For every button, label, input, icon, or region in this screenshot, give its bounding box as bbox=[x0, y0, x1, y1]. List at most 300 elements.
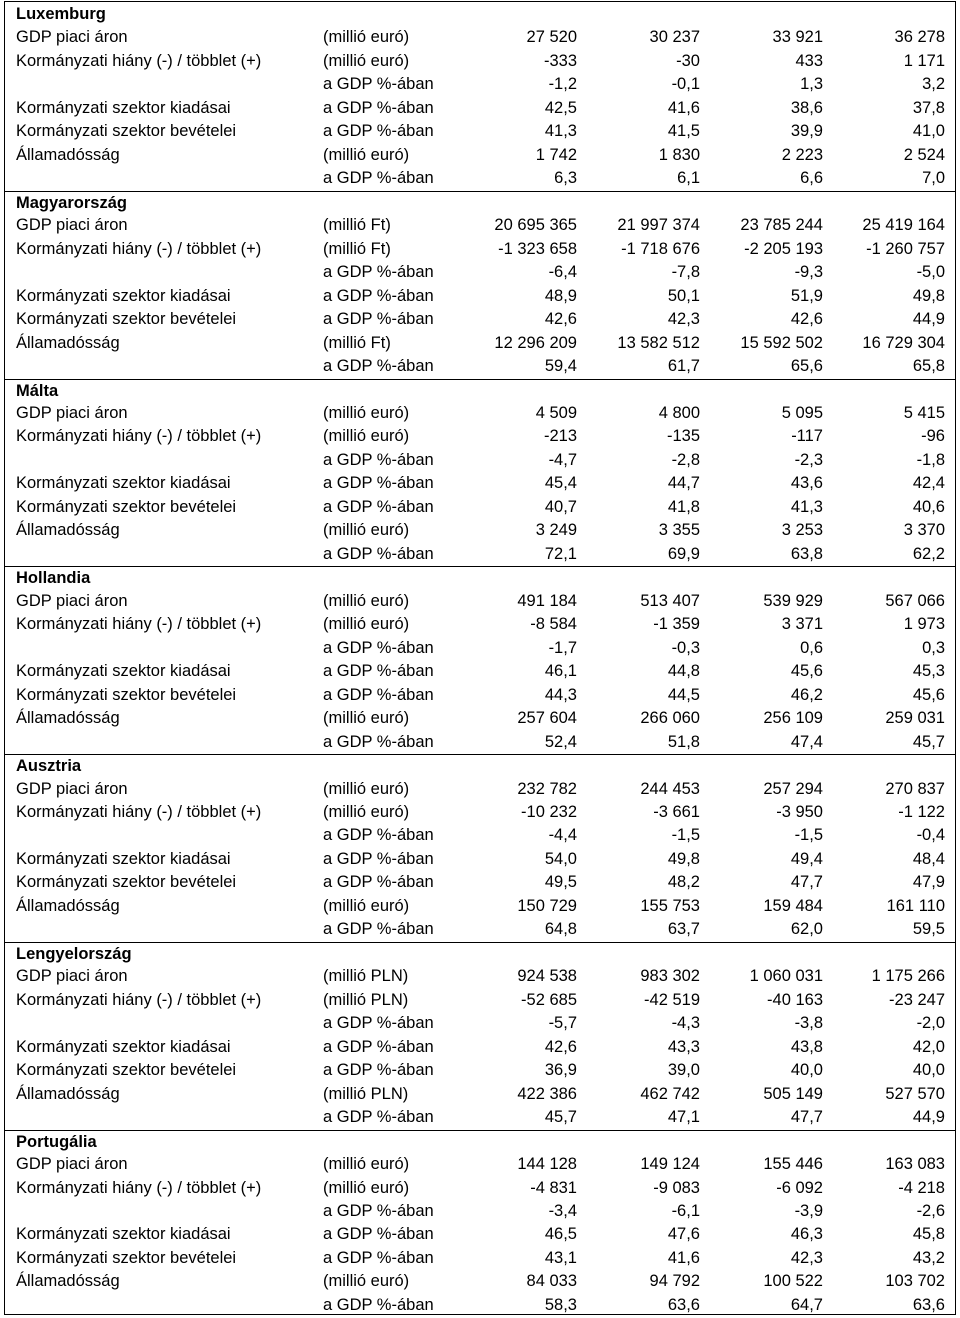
value-cell: 13 582 512 bbox=[617, 333, 700, 352]
value-cell: 1 973 bbox=[903, 615, 945, 634]
value-cell: 49,4 bbox=[790, 849, 823, 868]
row-unit: a GDP %-ában bbox=[323, 98, 434, 117]
value-cell: 46,3 bbox=[790, 1225, 823, 1244]
value-cell: 103 702 bbox=[885, 1272, 945, 1291]
row-label: Kormányzati szektor bevételei bbox=[16, 1248, 237, 1267]
value-cell: -8 584 bbox=[530, 615, 577, 634]
value-cell: -3 950 bbox=[776, 802, 823, 821]
value-cell: -2,8 bbox=[671, 450, 700, 469]
value-cell: 256 109 bbox=[763, 709, 823, 728]
row-unit: a GDP %-ában bbox=[323, 1225, 434, 1244]
table-row bbox=[5, 1223, 955, 1246]
value-cell: -4 218 bbox=[898, 1178, 945, 1197]
value-cell: -2,6 bbox=[916, 1201, 945, 1220]
value-cell: 15 592 502 bbox=[740, 333, 823, 352]
table-row bbox=[5, 402, 955, 425]
value-cell: 0,3 bbox=[922, 638, 945, 657]
value-cell: 41,0 bbox=[912, 122, 945, 141]
value-cell: 539 929 bbox=[763, 591, 823, 610]
value-cell: 155 446 bbox=[763, 1155, 823, 1174]
table-row bbox=[5, 871, 955, 894]
value-cell: 63,7 bbox=[667, 920, 700, 939]
row-label: GDP piaci áron bbox=[16, 591, 128, 610]
value-cell: 0,6 bbox=[800, 638, 823, 657]
value-cell: 65,8 bbox=[912, 357, 945, 376]
section-header bbox=[5, 191, 955, 215]
value-cell: 2 223 bbox=[781, 145, 823, 164]
table-row bbox=[5, 214, 955, 237]
table-row bbox=[5, 1059, 955, 1082]
value-cell: 45,6 bbox=[790, 662, 823, 681]
value-cell: 36 278 bbox=[894, 28, 945, 47]
value-cell: -6,1 bbox=[671, 1201, 700, 1220]
row-unit: (millió euró) bbox=[323, 1272, 410, 1291]
value-cell: -42 519 bbox=[644, 990, 700, 1009]
value-cell: 44,3 bbox=[544, 685, 577, 704]
value-cell: 64,7 bbox=[790, 1295, 823, 1314]
value-cell: 37,8 bbox=[912, 98, 945, 117]
value-cell: -7,8 bbox=[671, 263, 700, 282]
row-label: Államadósság bbox=[16, 333, 120, 352]
row-unit: (millió PLN) bbox=[323, 1084, 409, 1103]
value-cell: 5 095 bbox=[781, 403, 823, 422]
value-cell: 46,5 bbox=[544, 1225, 577, 1244]
row-unit: a GDP %-ában bbox=[323, 1201, 434, 1220]
value-cell: 45,3 bbox=[912, 662, 945, 681]
value-cell: 49,8 bbox=[667, 849, 700, 868]
table-row bbox=[5, 1036, 955, 1059]
value-cell: 40,0 bbox=[912, 1061, 945, 1080]
value-cell: 1 175 266 bbox=[871, 967, 945, 986]
row-unit: a GDP %-ában bbox=[323, 826, 434, 845]
value-cell: 63,8 bbox=[790, 544, 823, 563]
value-cell: -1,5 bbox=[794, 826, 823, 845]
value-cell: -1,7 bbox=[548, 638, 577, 657]
value-cell: -4,7 bbox=[548, 450, 577, 469]
value-cell: 144 128 bbox=[517, 1155, 577, 1174]
value-cell: 39,9 bbox=[790, 122, 823, 141]
row-label: GDP piaci áron bbox=[16, 28, 128, 47]
row-unit: a GDP %-ában bbox=[323, 1248, 434, 1267]
value-cell: 27 520 bbox=[526, 28, 577, 47]
value-cell: 59,4 bbox=[544, 357, 577, 376]
value-cell: 51,8 bbox=[667, 732, 700, 751]
section-title: Ausztria bbox=[16, 757, 82, 776]
data-table bbox=[4, 1, 956, 1315]
value-cell: 58,3 bbox=[544, 1295, 577, 1314]
row-unit: a GDP %-ában bbox=[323, 732, 434, 751]
value-cell: 259 031 bbox=[885, 709, 945, 728]
row-label: Kormányzati szektor kiadásai bbox=[16, 98, 231, 117]
value-cell: 42,3 bbox=[667, 310, 700, 329]
value-cell: 43,2 bbox=[912, 1248, 945, 1267]
value-cell: 462 742 bbox=[640, 1084, 700, 1103]
table-row bbox=[5, 261, 955, 284]
row-label: GDP piaci áron bbox=[16, 779, 128, 798]
row-unit: (millió euró) bbox=[323, 145, 410, 164]
value-cell: -0,1 bbox=[671, 75, 700, 94]
value-cell: 40,0 bbox=[790, 1061, 823, 1080]
value-cell: 42,6 bbox=[544, 310, 577, 329]
row-label: Kormányzati szektor kiadásai bbox=[16, 1225, 231, 1244]
value-cell: 100 522 bbox=[763, 1272, 823, 1291]
table-row bbox=[5, 778, 955, 801]
value-cell: 266 060 bbox=[640, 709, 700, 728]
value-cell: 1,3 bbox=[800, 75, 823, 94]
table-row bbox=[5, 120, 955, 143]
value-cell: 62,0 bbox=[790, 920, 823, 939]
table-row bbox=[5, 73, 955, 96]
value-cell: 257 294 bbox=[763, 779, 823, 798]
value-cell: -4 831 bbox=[530, 1178, 577, 1197]
table-row bbox=[5, 590, 955, 613]
value-cell: 43,1 bbox=[544, 1248, 577, 1267]
value-cell: -40 163 bbox=[767, 990, 823, 1009]
value-cell: -0,3 bbox=[671, 638, 700, 657]
value-cell: 41,3 bbox=[790, 497, 823, 516]
value-cell: -3 661 bbox=[653, 802, 700, 821]
row-label: Kormányzati hiány (-) / többlet (+) bbox=[16, 427, 262, 446]
table-row bbox=[5, 918, 955, 941]
value-cell: 41,6 bbox=[667, 98, 700, 117]
row-label: Kormányzati szektor kiadásai bbox=[16, 849, 231, 868]
table-row bbox=[5, 801, 955, 824]
value-cell: 54,0 bbox=[544, 849, 577, 868]
value-cell: 924 538 bbox=[517, 967, 577, 986]
row-unit: a GDP %-ában bbox=[323, 1061, 434, 1080]
table-row bbox=[5, 425, 955, 448]
value-cell: -1 260 757 bbox=[866, 239, 945, 258]
value-cell: 45,4 bbox=[544, 474, 577, 493]
section-header bbox=[5, 754, 955, 778]
table-row bbox=[5, 660, 955, 683]
row-label: Államadósság bbox=[16, 145, 120, 164]
table-row bbox=[5, 613, 955, 636]
value-cell: -6,4 bbox=[548, 263, 577, 282]
value-cell: 49,5 bbox=[544, 873, 577, 892]
value-cell: -1,8 bbox=[916, 450, 945, 469]
value-cell: 1 830 bbox=[658, 145, 700, 164]
value-cell: 43,8 bbox=[790, 1037, 823, 1056]
value-cell: -1,2 bbox=[548, 75, 577, 94]
value-cell: 61,7 bbox=[667, 357, 700, 376]
row-unit: a GDP %-ában bbox=[323, 1295, 434, 1314]
value-cell: 59,5 bbox=[912, 920, 945, 939]
row-label: Kormányzati szektor bevételei bbox=[16, 497, 237, 516]
row-unit: a GDP %-ában bbox=[323, 310, 434, 329]
row-unit: a GDP %-ában bbox=[323, 638, 434, 657]
value-cell: 422 386 bbox=[517, 1084, 577, 1103]
value-cell: -6 092 bbox=[776, 1178, 823, 1197]
table-row bbox=[5, 1200, 955, 1223]
value-cell: 161 110 bbox=[886, 896, 945, 915]
value-cell: 3 370 bbox=[903, 521, 945, 540]
section-header bbox=[5, 379, 955, 403]
table-row bbox=[5, 637, 955, 660]
table-row bbox=[5, 97, 955, 120]
value-cell: 48,4 bbox=[912, 849, 945, 868]
value-cell: 44,7 bbox=[667, 474, 700, 493]
value-cell: 513 407 bbox=[640, 591, 700, 610]
value-cell: -1 122 bbox=[898, 802, 945, 821]
value-cell: 42,5 bbox=[544, 98, 577, 117]
row-label: GDP piaci áron bbox=[16, 403, 128, 422]
row-unit: (millió Ft) bbox=[323, 333, 391, 352]
value-cell: -10 232 bbox=[521, 802, 577, 821]
value-cell: 4 800 bbox=[658, 403, 700, 422]
value-cell: 12 296 209 bbox=[494, 333, 577, 352]
row-label: Kormányzati hiány (-) / többlet (+) bbox=[16, 51, 262, 70]
value-cell: 33 921 bbox=[772, 28, 823, 47]
row-label: Kormányzati szektor kiadásai bbox=[16, 1037, 231, 1056]
value-cell: 44,8 bbox=[667, 662, 700, 681]
table-row bbox=[5, 26, 955, 49]
value-cell: 257 604 bbox=[517, 709, 577, 728]
value-cell: 41,3 bbox=[544, 122, 577, 141]
row-unit: a GDP %-ában bbox=[323, 357, 434, 376]
value-cell: 527 570 bbox=[885, 1084, 945, 1103]
value-cell: 23 785 244 bbox=[740, 216, 823, 235]
value-cell: -3,4 bbox=[548, 1201, 577, 1220]
value-cell: 232 782 bbox=[517, 779, 577, 798]
section-header bbox=[5, 3, 955, 26]
row-unit: (millió euró) bbox=[323, 591, 410, 610]
table-row bbox=[5, 238, 955, 261]
table-row bbox=[5, 496, 955, 519]
row-unit: a GDP %-ában bbox=[323, 873, 434, 892]
table-row bbox=[5, 1153, 955, 1176]
value-cell: 51,9 bbox=[790, 286, 823, 305]
table-row bbox=[5, 989, 955, 1012]
value-cell: 150 729 bbox=[517, 896, 577, 915]
value-cell: -1 323 658 bbox=[498, 239, 577, 258]
value-cell: 42,6 bbox=[544, 1037, 577, 1056]
row-label: Kormányzati hiány (-) / többlet (+) bbox=[16, 990, 262, 1009]
value-cell: 49,8 bbox=[912, 286, 945, 305]
value-cell: 1 060 031 bbox=[749, 967, 823, 986]
table-row bbox=[5, 543, 955, 566]
table-row bbox=[5, 707, 955, 730]
section-title: Magyarország bbox=[16, 193, 127, 212]
value-cell: 3,2 bbox=[922, 75, 945, 94]
value-cell: -1,5 bbox=[671, 826, 700, 845]
row-label: Kormányzati szektor bevételei bbox=[16, 310, 237, 329]
value-cell: 46,2 bbox=[790, 685, 823, 704]
row-unit: (millió euró) bbox=[323, 51, 410, 70]
row-unit: (millió PLN) bbox=[323, 967, 409, 986]
row-label: Kormányzati hiány (-) / többlet (+) bbox=[16, 802, 262, 821]
row-unit: a GDP %-ában bbox=[323, 1037, 434, 1056]
table-row bbox=[5, 144, 955, 167]
value-cell: 94 792 bbox=[649, 1272, 700, 1291]
table-row bbox=[5, 895, 955, 918]
value-cell: 3 249 bbox=[535, 521, 577, 540]
table-row bbox=[5, 731, 955, 754]
value-cell: 21 997 374 bbox=[617, 216, 700, 235]
value-cell: 2 524 bbox=[903, 145, 945, 164]
value-cell: -5,7 bbox=[548, 1014, 577, 1033]
value-cell: 41,5 bbox=[667, 122, 700, 141]
value-cell: 47,7 bbox=[790, 873, 823, 892]
value-cell: -2,0 bbox=[916, 1014, 945, 1033]
value-cell: 567 066 bbox=[885, 591, 945, 610]
value-cell: 42,3 bbox=[790, 1248, 823, 1267]
row-label: Kormányzati szektor bevételei bbox=[16, 1061, 237, 1080]
section-title: Luxemburg bbox=[16, 5, 106, 23]
value-cell: -117 bbox=[791, 427, 823, 446]
value-cell: 6,1 bbox=[677, 169, 700, 188]
table-row bbox=[5, 1294, 955, 1317]
value-cell: 84 033 bbox=[526, 1272, 577, 1291]
table-row bbox=[5, 355, 955, 378]
row-unit: a GDP %-ában bbox=[323, 122, 434, 141]
value-cell: 43,6 bbox=[790, 474, 823, 493]
value-cell: 40,6 bbox=[912, 497, 945, 516]
table-row bbox=[5, 472, 955, 495]
row-unit: a GDP %-ában bbox=[323, 544, 434, 563]
row-unit: (millió euró) bbox=[323, 427, 410, 446]
value-cell: 43,3 bbox=[667, 1037, 700, 1056]
value-cell: -9,3 bbox=[794, 263, 823, 282]
value-cell: 149 124 bbox=[640, 1155, 700, 1174]
value-cell: 48,9 bbox=[544, 286, 577, 305]
value-cell: 52,4 bbox=[544, 732, 577, 751]
value-cell: 45,7 bbox=[912, 732, 945, 751]
value-cell: -333 bbox=[543, 51, 577, 70]
row-label: Államadósság bbox=[16, 521, 120, 540]
value-cell: 433 bbox=[795, 51, 823, 70]
row-label: Államadósság bbox=[16, 1084, 120, 1103]
value-cell: -3,9 bbox=[794, 1201, 823, 1220]
value-cell: 62,2 bbox=[912, 544, 945, 563]
table-row bbox=[5, 167, 955, 190]
value-cell: -4,3 bbox=[671, 1014, 700, 1033]
table-row bbox=[5, 1083, 955, 1106]
row-unit: a GDP %-ában bbox=[323, 263, 434, 282]
value-cell: 491 184 bbox=[517, 591, 577, 610]
value-cell: 44,9 bbox=[912, 1108, 945, 1127]
table-row bbox=[5, 1247, 955, 1270]
value-cell: 163 083 bbox=[885, 1155, 945, 1174]
row-unit: (millió PLN) bbox=[323, 990, 409, 1009]
value-cell: 41,8 bbox=[667, 497, 700, 516]
value-cell: 3 355 bbox=[658, 521, 700, 540]
table-row bbox=[5, 332, 955, 355]
value-cell: 50,1 bbox=[667, 286, 700, 305]
value-cell: 47,4 bbox=[790, 732, 823, 751]
value-cell: -1 359 bbox=[653, 615, 700, 634]
row-unit: (millió euró) bbox=[323, 403, 410, 422]
row-label: Kormányzati szektor bevételei bbox=[16, 122, 237, 141]
table-row bbox=[5, 1177, 955, 1200]
value-cell: 48,2 bbox=[667, 873, 700, 892]
value-cell: 47,7 bbox=[790, 1108, 823, 1127]
value-cell: -1 718 676 bbox=[621, 239, 700, 258]
value-cell: -3,8 bbox=[794, 1014, 823, 1033]
value-cell: 42,6 bbox=[790, 310, 823, 329]
value-cell: 505 149 bbox=[763, 1084, 823, 1103]
value-cell: 38,6 bbox=[790, 98, 823, 117]
value-cell: 63,6 bbox=[912, 1295, 945, 1314]
value-cell: 7,0 bbox=[922, 169, 945, 188]
row-unit: a GDP %-ában bbox=[323, 169, 434, 188]
value-cell: 3 371 bbox=[781, 615, 823, 634]
value-cell: -52 685 bbox=[521, 990, 577, 1009]
row-unit: (millió euró) bbox=[323, 896, 410, 915]
value-cell: 44,9 bbox=[912, 310, 945, 329]
row-label: GDP piaci áron bbox=[16, 1155, 128, 1174]
value-cell: 20 695 365 bbox=[494, 216, 577, 235]
value-cell: 30 237 bbox=[649, 28, 700, 47]
value-cell: 45,7 bbox=[544, 1108, 577, 1127]
table-row bbox=[5, 965, 955, 988]
section-title: Lengyelország bbox=[16, 944, 132, 963]
value-cell: -2 205 193 bbox=[744, 239, 823, 258]
value-cell: -4,4 bbox=[548, 826, 577, 845]
value-cell: 1 171 bbox=[903, 51, 945, 70]
value-cell: -2,3 bbox=[794, 450, 823, 469]
value-cell: -0,4 bbox=[916, 826, 945, 845]
row-unit: a GDP %-ában bbox=[323, 920, 434, 939]
table-row bbox=[5, 308, 955, 331]
value-cell: 41,6 bbox=[667, 1248, 700, 1267]
value-cell: 36,9 bbox=[544, 1061, 577, 1080]
row-label: GDP piaci áron bbox=[16, 216, 128, 235]
row-unit: a GDP %-ában bbox=[323, 685, 434, 704]
row-label: Államadósság bbox=[16, 896, 120, 915]
row-unit: a GDP %-ában bbox=[323, 286, 434, 305]
value-cell: -30 bbox=[676, 51, 700, 70]
value-cell: -135 bbox=[666, 427, 700, 446]
row-unit: a GDP %-ában bbox=[323, 497, 434, 516]
row-unit: (millió euró) bbox=[323, 1155, 410, 1174]
row-unit: a GDP %-ában bbox=[323, 474, 434, 493]
row-unit: (millió Ft) bbox=[323, 239, 391, 258]
section-title: Portugália bbox=[16, 1132, 97, 1151]
value-cell: 47,6 bbox=[667, 1225, 700, 1244]
section-title: Hollandia bbox=[16, 569, 91, 588]
table-row bbox=[5, 1012, 955, 1035]
table-row bbox=[5, 1106, 955, 1129]
row-label: Kormányzati szektor kiadásai bbox=[16, 286, 231, 305]
row-unit: (millió euró) bbox=[323, 521, 410, 540]
table-row bbox=[5, 1270, 955, 1293]
value-cell: 983 302 bbox=[640, 967, 700, 986]
section-header bbox=[5, 942, 955, 966]
row-label: GDP piaci áron bbox=[16, 967, 128, 986]
value-cell: 42,4 bbox=[912, 474, 945, 493]
value-cell: 1 742 bbox=[535, 145, 577, 164]
row-unit: a GDP %-ában bbox=[323, 1014, 434, 1033]
table-row bbox=[5, 824, 955, 847]
row-label: Kormányzati hiány (-) / többlet (+) bbox=[16, 615, 262, 634]
table-row bbox=[5, 519, 955, 542]
section-header bbox=[5, 566, 955, 590]
row-unit: a GDP %-ában bbox=[323, 662, 434, 681]
value-cell: 45,6 bbox=[912, 685, 945, 704]
value-cell: 72,1 bbox=[544, 544, 577, 563]
row-label: Kormányzati hiány (-) / többlet (+) bbox=[16, 1178, 262, 1197]
table-row bbox=[5, 684, 955, 707]
value-cell: -213 bbox=[543, 427, 577, 446]
value-cell: 270 837 bbox=[885, 779, 945, 798]
row-label: Kormányzati szektor kiadásai bbox=[16, 474, 231, 493]
row-label: Kormányzati szektor bevételei bbox=[16, 685, 237, 704]
row-unit: (millió Ft) bbox=[323, 216, 391, 235]
row-label: Kormányzati szektor kiadásai bbox=[16, 662, 231, 681]
value-cell: -9 083 bbox=[653, 1178, 700, 1197]
row-unit: a GDP %-ában bbox=[323, 849, 434, 868]
